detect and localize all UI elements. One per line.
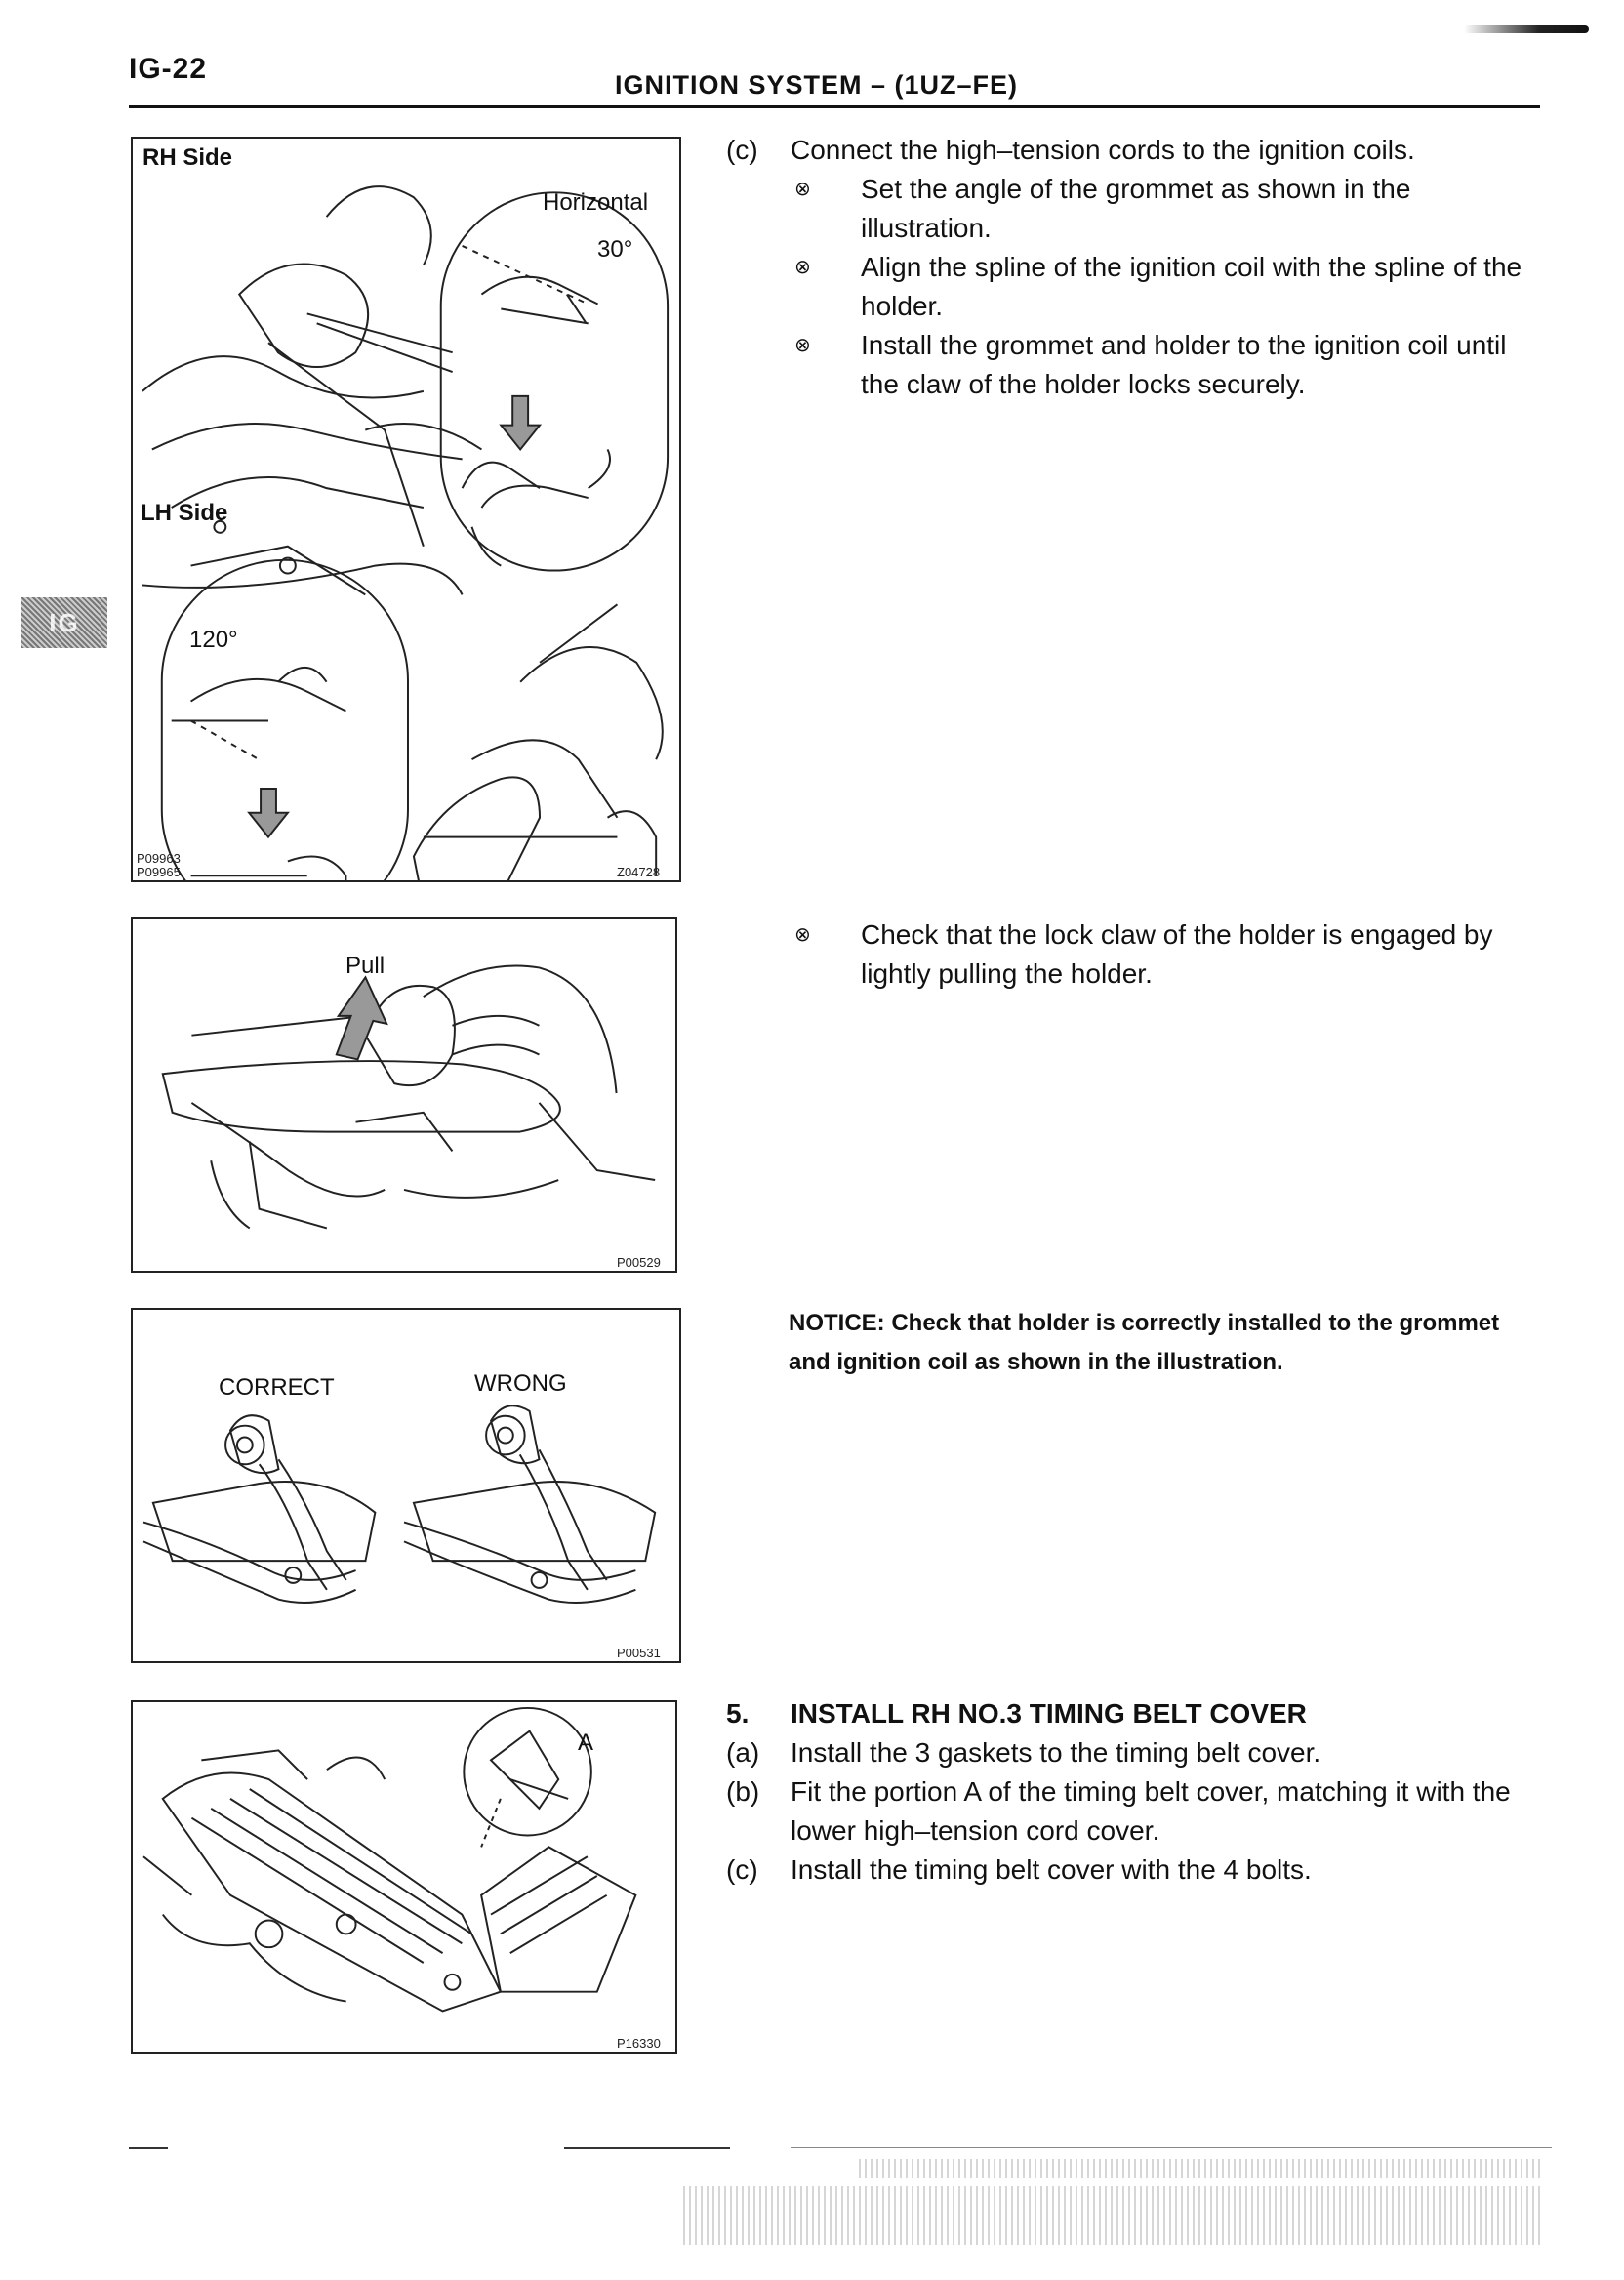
page-title: IGNITION SYSTEM – (1UZ–FE) bbox=[615, 70, 1019, 100]
step-marker: (a) bbox=[726, 1737, 760, 1768]
figure-code-b: P09965 bbox=[137, 865, 181, 879]
step-c-bolts bbox=[726, 1851, 1542, 1890]
bullet-icon: ⊗ bbox=[794, 335, 811, 356]
bullet-icon: ⊗ bbox=[794, 924, 811, 946]
bullet-item bbox=[789, 916, 1540, 994]
figure-code: P00529 bbox=[617, 1255, 661, 1270]
figure-code: P00531 bbox=[617, 1646, 661, 1660]
step-marker: (b) bbox=[726, 1776, 760, 1807]
footer-rule bbox=[791, 2147, 1552, 2148]
horizontal-label: Horizontal bbox=[543, 189, 649, 216]
step-b bbox=[726, 1772, 1542, 1851]
bullet-text: Set the angle of the grommet as shown in the illustration. bbox=[861, 174, 1411, 243]
bullet-item bbox=[789, 326, 1540, 404]
footer-rule bbox=[129, 2147, 168, 2149]
bullet-text: Align the spline of the ignition coil with the spline of the holder. bbox=[861, 252, 1522, 321]
scan-noise bbox=[859, 2159, 1542, 2178]
bullet-text: Check that the lock claw of the holder is engaged by lightly pulling the holder. bbox=[861, 919, 1493, 989]
pull-holder-illustration bbox=[133, 919, 675, 1271]
header-rule bbox=[129, 105, 1540, 108]
portion-a-label: A bbox=[578, 1730, 594, 1756]
figure-code: P16330 bbox=[617, 2036, 661, 2051]
step-text: Connect the high–tension cords to the ignition coils. bbox=[791, 135, 1415, 165]
bullet-icon: ⊗ bbox=[794, 179, 811, 200]
scan-noise bbox=[683, 2186, 1542, 2245]
pull-label: Pull bbox=[345, 953, 386, 979]
bullet-item bbox=[789, 170, 1540, 248]
rh-angle-label: 30° bbox=[597, 236, 633, 263]
wrong-label: WRONG bbox=[474, 1370, 567, 1397]
bullet-icon: ⊗ bbox=[794, 257, 811, 278]
correct-wrong-illustration bbox=[133, 1310, 679, 1661]
timing-belt-cover-illustration bbox=[133, 1702, 675, 2052]
bullet-text: Install the grommet and holder to the ignition coil until the claw of the holder locks securely. bbox=[861, 330, 1507, 399]
lh-side-label: LH Side bbox=[141, 500, 228, 526]
page-number: IG-22 bbox=[129, 53, 208, 85]
figure-pull-holder bbox=[131, 917, 677, 1273]
header-corner-mark bbox=[1464, 25, 1589, 33]
step-marker: (c) bbox=[726, 135, 758, 165]
figure-grommet-angle bbox=[131, 137, 681, 882]
step-text: Install the timing belt cover with the 4 bolts. bbox=[791, 1854, 1312, 1885]
correct-label: CORRECT bbox=[219, 1374, 335, 1401]
figure-timing-belt-cover bbox=[131, 1700, 677, 2054]
step-text: Fit the portion A of the timing belt cover, matching it with the lower high–tension cord cover. bbox=[791, 1776, 1511, 1846]
side-tab-label: IG bbox=[49, 607, 80, 637]
section-number: 5. bbox=[726, 1698, 750, 1729]
footer-rule bbox=[564, 2147, 730, 2149]
section-side-tab bbox=[21, 597, 107, 648]
step-a bbox=[726, 1733, 1542, 1772]
step-text: Install the 3 gaskets to the timing belt cover. bbox=[791, 1737, 1321, 1768]
figure-correct-wrong bbox=[131, 1308, 681, 1663]
step-marker: (c) bbox=[726, 1854, 758, 1885]
rh-side-label: RH Side bbox=[142, 144, 233, 171]
notice-text: NOTICE: Check that holder is correctly installed to the grommet and ignition coil as shown in the illustration. bbox=[789, 1310, 1500, 1375]
figure-code-a: P09963 bbox=[137, 851, 181, 866]
lh-angle-label: 120° bbox=[189, 627, 238, 653]
section-5-heading bbox=[726, 1694, 1546, 1733]
figure-code-c: Z04728 bbox=[617, 865, 661, 879]
section-heading: INSTALL RH NO.3 TIMING BELT COVER bbox=[791, 1698, 1307, 1729]
step-c bbox=[726, 131, 1546, 170]
bullet-item bbox=[789, 248, 1540, 326]
